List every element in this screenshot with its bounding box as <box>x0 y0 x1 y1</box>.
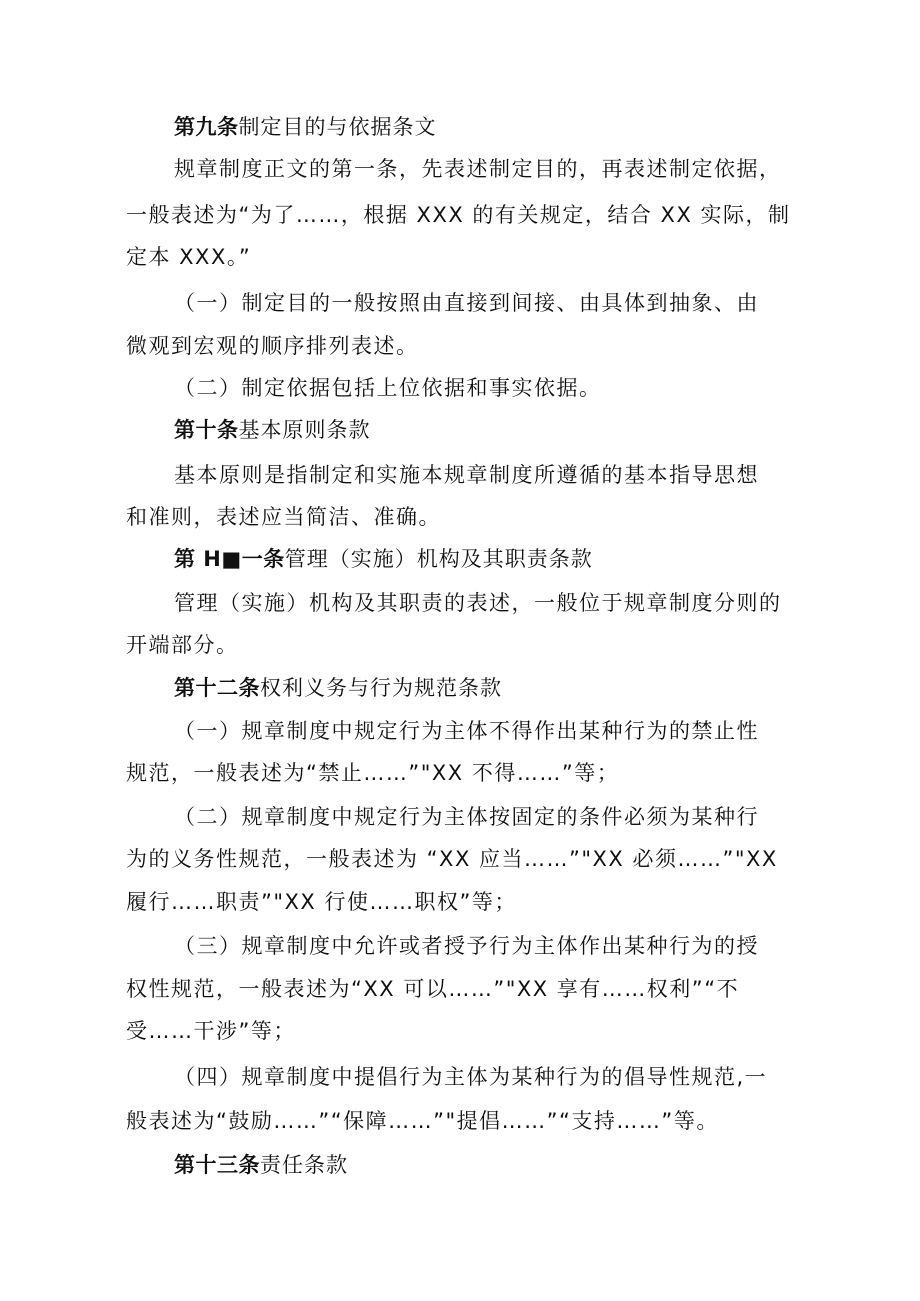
article-13-title: 责任条款 <box>260 1153 348 1177</box>
article-11-heading <box>174 545 593 573</box>
article-9-body-line-2: 一般表述为“为了……，根据 XXX 的有关规定，结合 XX 实际，制 <box>126 203 791 227</box>
article-12-heading <box>174 674 502 702</box>
article-9-heading <box>174 113 437 141</box>
article-12-item-1-line-1: （一）规章制度中规定行为主体不得作出某种行为的禁止性 <box>174 719 759 743</box>
article-10-body-line-2: 和准则，表述应当简洁、准确。 <box>126 505 441 529</box>
article-10-body-line-1: 基本原则是指制定和实施本规章制度所遵循的基本指导思想 <box>174 463 759 487</box>
article-10-label: 第十条 <box>174 418 239 442</box>
article-11-body-line-1: 管理（实施）机构及其职责的表述，一般位于规章制度分则的 <box>174 591 782 615</box>
article-9-title: 制定目的与依据条文 <box>238 115 437 139</box>
article-12-item-2-line-2: 为的义务性规范，一般表述为 “XX 应当……”"XX 必须……”"XX <box>126 847 778 871</box>
article-13-label: 第十三条 <box>174 1153 260 1177</box>
article-10-heading <box>174 416 371 444</box>
article-12-item-2-line-3: 履行……职责”"XX 行使……职权”等； <box>126 890 517 914</box>
article-12-item-3-line-2: 权性规范，一般表述为“XX 可以……”"XX 享有……权利”“不 <box>126 977 740 1001</box>
article-9-body-line-1: 规章制度正文的第一条，先表述制定目的，再表述制定依据， <box>174 157 782 181</box>
article-13-heading <box>174 1151 348 1179</box>
article-11-title: 管理（实施）机构及其职责条款 <box>284 547 593 571</box>
article-12-item-1-line-2: 规范，一般表述为“禁止……”"XX 不得……”等； <box>126 761 620 785</box>
article-12-item-4-line-2: 般表述为“鼓励……”“保障……”"提倡……”“支持……”等。 <box>126 1109 719 1133</box>
article-9-label: 第九条 <box>174 115 239 139</box>
article-12-item-4-line-1: （四）规章制度中提倡行为主体为某种行为的倡导性规范,一 <box>174 1065 768 1089</box>
article-12-item-2-line-1: （二）规章制度中规定行为主体按固定的条件必须为某种行 <box>174 805 759 829</box>
article-12-label: 第十二条 <box>174 676 260 700</box>
article-9-body-line-3: 定本 XXX。” <box>126 245 252 269</box>
article-9-item-1-line-1: （一）制定目的一般按照由直接到间接、由具体到抽象、由 <box>174 291 759 315</box>
article-11-label: 第 H■一条 <box>174 547 285 571</box>
article-12-title: 权利义务与行为规范条款 <box>260 676 502 700</box>
article-10-title: 基本原则条款 <box>238 418 371 442</box>
article-12-item-3-line-3: 受……干涉”等； <box>126 1019 296 1043</box>
article-9-item-2: （二）制定依据包括上位依据和事实依据。 <box>174 376 602 400</box>
article-12-item-3-line-1: （三）规章制度中允许或者授予行为主体作出某种行为的授 <box>174 934 759 958</box>
article-9-item-1-line-2: 微观到宏观的顺序排列表述。 <box>126 334 419 358</box>
article-11-body-line-2: 开端部分。 <box>126 633 239 657</box>
